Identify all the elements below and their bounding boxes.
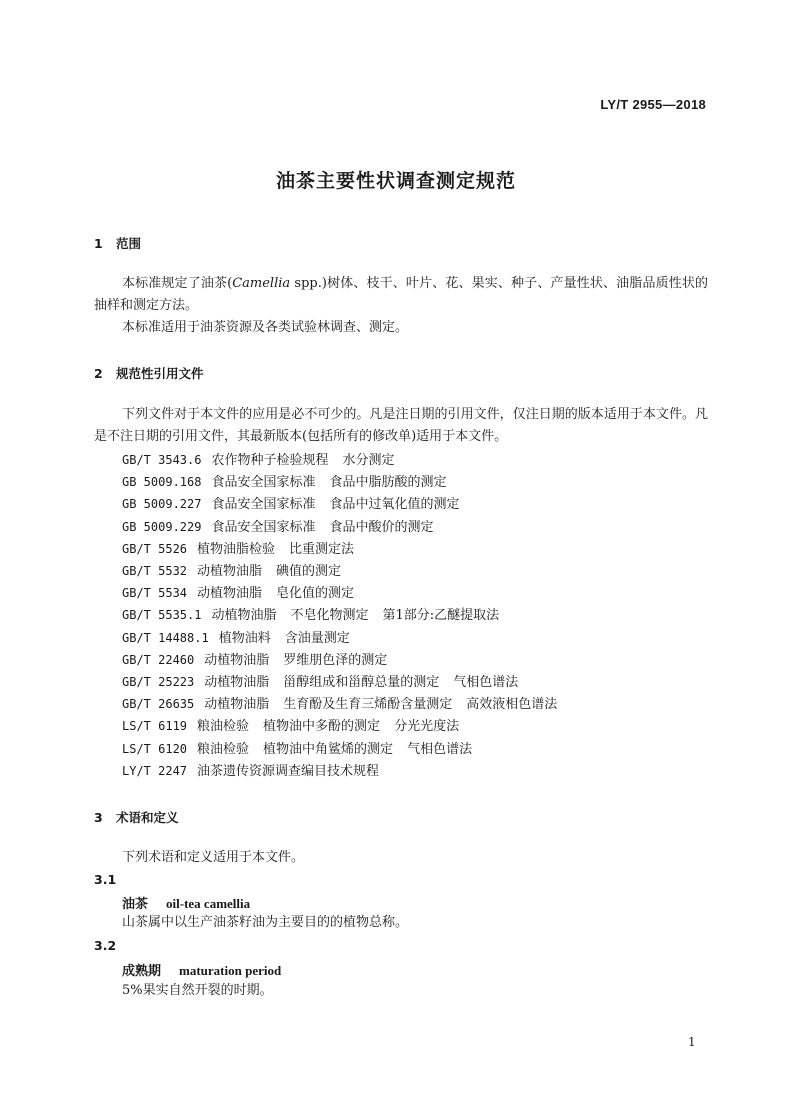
reference-title-part: 食品安全国家标准 bbox=[211, 497, 316, 513]
reference-item bbox=[122, 582, 354, 605]
scope-paragraph-1 bbox=[94, 273, 708, 317]
reference-title-part: 植物油脂检验 bbox=[197, 541, 276, 557]
reference-code: GB/T 5534 bbox=[122, 586, 188, 601]
term-zh: 成熟期 bbox=[122, 964, 162, 979]
scope-paragraph-2: 本标准适用于油茶资源及各类试验林调查、测定。 bbox=[122, 320, 409, 335]
reference-code: GB/T 5535.1 bbox=[122, 608, 202, 623]
reference-title-part: 食品安全国家标准 bbox=[211, 475, 316, 491]
term-entry bbox=[122, 893, 250, 912]
reference-code: GB 5009.227 bbox=[122, 497, 202, 512]
reference-item bbox=[122, 560, 341, 583]
reference-title-part: 比重测定法 bbox=[289, 541, 355, 557]
reference-code: GB/T 22460 bbox=[122, 652, 195, 667]
reference-title-part: 食品中酸价的测定 bbox=[329, 519, 434, 535]
reference-title-part: 气相色谱法 bbox=[453, 675, 519, 690]
reference-title-part: 碘值的测定 bbox=[276, 564, 342, 579]
reference-title-part: 高效液相色谱法 bbox=[466, 697, 558, 713]
scope-text-italic: Camellia bbox=[232, 276, 291, 291]
reference-item bbox=[122, 627, 350, 650]
reference-title-part: 粮油检验 bbox=[197, 741, 250, 757]
reference-title-part: 动植物油脂 bbox=[204, 652, 270, 668]
terms-intro: 下列术语和定义适用于本文件。 bbox=[122, 850, 305, 865]
reference-title-part: 植物油中多酚的测定 bbox=[263, 719, 381, 735]
reference-title-part: 水分测定 bbox=[342, 453, 395, 468]
page-number: 1 bbox=[688, 1035, 696, 1049]
term-zh: 油茶 bbox=[122, 897, 149, 912]
reference-item bbox=[122, 738, 472, 761]
reference-title-part: 罗维朋色泽的测定 bbox=[283, 652, 388, 668]
document-title: 油茶主要性状调查测定规范 bbox=[275, 170, 516, 192]
reference-title-part: 食品中脂肪酸的测定 bbox=[329, 475, 447, 491]
reference-code: GB/T 25223 bbox=[122, 675, 195, 689]
reference-code: LS/T 6120 bbox=[122, 741, 188, 756]
reference-title-part: 生育酚及生育三烯酚含量测定 bbox=[283, 697, 453, 713]
normative-intro: 下列文件对于本文件的应用是必不可少的。凡是注日期的引用文件，仅注日期的版本适用于本文件。凡是不注日期的引用文件，其最新版本(包括所有的修改单)适用于本文件。 bbox=[94, 407, 708, 444]
reference-item bbox=[122, 538, 354, 561]
reference-code: GB 5009.229 bbox=[122, 519, 202, 534]
reference-code: LY/T 2247 bbox=[122, 763, 188, 778]
standard-code: LY/T 2955—2018 bbox=[600, 97, 706, 112]
reference-title-part: 甾醇组成和甾醇总量的测定 bbox=[283, 675, 440, 690]
reference-title-part: 动植物油脂 bbox=[204, 697, 270, 713]
section-heading-scope bbox=[94, 234, 141, 252]
reference-code: GB 5009.168 bbox=[122, 475, 202, 490]
reference-code: GB/T 14488.1 bbox=[122, 630, 209, 645]
reference-title-part: 皂化值的测定 bbox=[276, 586, 355, 602]
reference-item bbox=[122, 693, 557, 716]
term-en: maturation period bbox=[179, 963, 282, 978]
reference-code: LS/T 6119 bbox=[122, 719, 188, 734]
term-en: oil-tea camellia bbox=[166, 896, 251, 911]
reference-title-part: 第1部分:乙醚提取法 bbox=[382, 608, 500, 624]
reference-title-part: 粮油检验 bbox=[197, 719, 250, 735]
reference-item bbox=[122, 516, 434, 539]
section-title: 规范性引用文件 bbox=[116, 366, 204, 381]
section-number: 1 bbox=[94, 236, 103, 251]
reference-code: GB/T 5526 bbox=[122, 541, 188, 556]
reference-item bbox=[122, 471, 447, 494]
reference-title-part: 油茶遗传资源调查编目技术规程 bbox=[197, 763, 380, 779]
scope-text-a: 本标准规定了油茶( bbox=[122, 276, 233, 291]
section-number: 3 bbox=[94, 810, 103, 825]
reference-title-part: 分光光度法 bbox=[394, 719, 460, 735]
reference-title-part: 植物油中角鲨烯的测定 bbox=[263, 741, 394, 757]
reference-item bbox=[122, 715, 459, 738]
section-title: 范围 bbox=[116, 236, 142, 251]
reference-item bbox=[122, 671, 518, 694]
reference-title-part: 不皂化物测定 bbox=[290, 608, 369, 624]
section-heading-terms bbox=[94, 808, 179, 826]
scope-text-b: spp.)树体、枝干、叶片、花、果实、种子、产量性状、油脂品质性状的抽样和测定方法。 bbox=[94, 276, 709, 313]
reference-title-part: 动植物油脂 bbox=[197, 586, 263, 602]
reference-item bbox=[122, 760, 379, 783]
section-heading-normative bbox=[94, 364, 204, 382]
reference-title-part: 动植物油脂 bbox=[197, 564, 263, 579]
reference-title-part: 含油量测定 bbox=[284, 630, 350, 646]
section-title: 术语和定义 bbox=[116, 810, 179, 825]
term-definition: 5%果实自然开裂的时期。 bbox=[122, 983, 273, 998]
section-number: 2 bbox=[94, 366, 103, 381]
reference-item bbox=[122, 449, 395, 472]
clause-number: 3.2 bbox=[94, 938, 117, 953]
term-definition: 山茶属中以生产油茶籽油为主要目的的植物总称。 bbox=[122, 915, 409, 930]
reference-title-part: 食品安全国家标准 bbox=[211, 519, 316, 535]
reference-title-part: 动植物油脂 bbox=[204, 675, 270, 690]
reference-title-part: 气相色谱法 bbox=[407, 741, 473, 757]
reference-code: GB/T 26635 bbox=[122, 697, 195, 712]
clause-number: 3.1 bbox=[94, 872, 117, 887]
reference-title-part: 食品中过氧化值的测定 bbox=[329, 497, 460, 513]
reference-item bbox=[122, 649, 387, 672]
term-entry bbox=[122, 960, 281, 979]
reference-title-part: 动植物油脂 bbox=[211, 608, 277, 624]
reference-item bbox=[122, 604, 499, 627]
reference-code: GB/T 5532 bbox=[122, 564, 188, 578]
reference-title-part: 植物油料 bbox=[218, 630, 271, 646]
reference-code: GB/T 3543.6 bbox=[122, 453, 202, 467]
reference-item bbox=[122, 493, 460, 516]
reference-title-part: 农作物种子检验规程 bbox=[211, 453, 329, 468]
